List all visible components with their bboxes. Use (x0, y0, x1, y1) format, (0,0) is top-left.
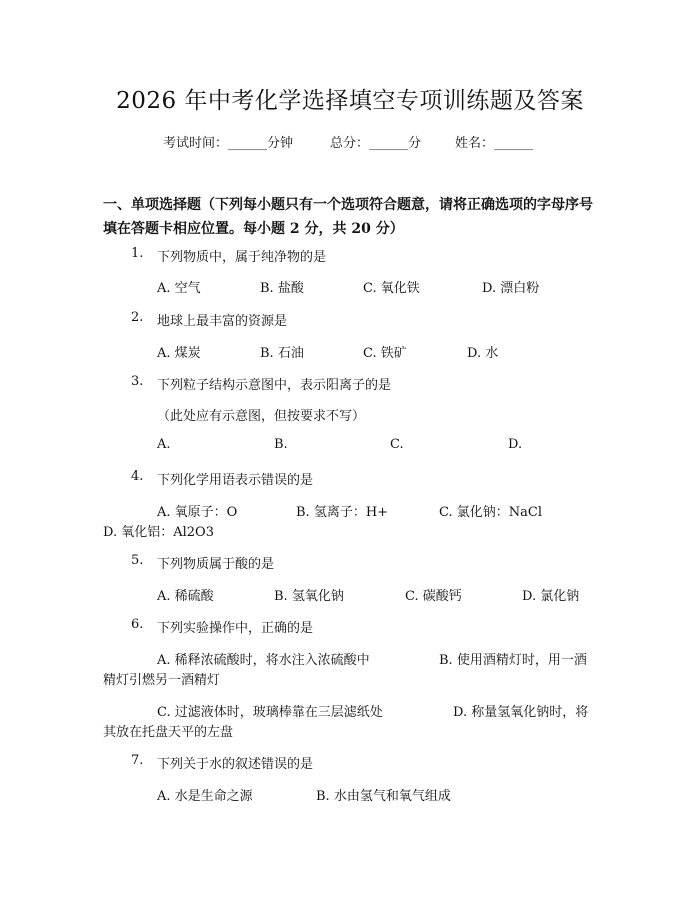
question-2-option-d: D. 水 (467, 346, 499, 361)
question-6-option-c: C. 过滤液体时，玻璃棒靠在三层滤纸处 (157, 705, 383, 720)
question-2-option-c: C. 铁矿 (363, 346, 407, 361)
question-5-option-d: D. 氯化钠 (522, 589, 580, 604)
question-4-option-d: D. 氧化铝：Al2O3 (103, 525, 214, 540)
question-6-option-b: B. 使用酒精灯时，用一酒 (439, 653, 587, 668)
question-7-option-b: B. 水由氢气和氧气组成 (316, 789, 451, 804)
question-1-text: 下列物质中，属于纯净物的是 (157, 250, 327, 265)
question-6-option-b-cont: 精灯引燃另一酒精灯 (103, 673, 221, 688)
total-score-unit: 分 (408, 136, 422, 151)
question-6-text: 下列实验操作中，正确的是 (157, 621, 314, 636)
question-2-number: 2. (131, 310, 144, 325)
question-3-option-d: D. (508, 437, 523, 452)
question-5-number: 5. (131, 553, 144, 568)
question-7-option-a: A. 水是生命之源 (157, 789, 253, 804)
question-3-note: （此处应有示意图，但按要求不写） (157, 409, 366, 424)
total-score-blank: ______ (369, 136, 409, 151)
total-score (330, 132, 421, 151)
question-5-text: 下列物质属于酸的是 (157, 557, 275, 572)
question-1-option-b: B. 盐酸 (260, 281, 304, 296)
section-heading-line1: 一、单项选择题（下列每小题只有一个选项符合题意，请将正确选项的字母序号 (103, 197, 593, 213)
question-4-option-c: C. 氯化钠：NaCl (439, 505, 542, 520)
question-6-number: 6. (131, 617, 144, 632)
question-1-option-d: D. 漂白粉 (482, 281, 540, 296)
question-7-text: 下列关于水的叙述错误的是 (157, 757, 314, 772)
question-6-option-d: D. 称量氢氧化钠时，将 (453, 705, 589, 720)
exam-time-label: 考试时间： (163, 136, 229, 151)
question-1-option-a: A. 空气 (157, 281, 201, 296)
exam-time-blank: ______ (228, 136, 268, 151)
question-7-number: 7. (131, 753, 144, 768)
question-2-option-a: A. 煤炭 (157, 346, 201, 361)
student-name (455, 132, 533, 151)
exam-time-unit: 分钟 (267, 136, 294, 151)
question-4-option-b: B. 氢离子：H+ (296, 505, 389, 520)
student-name-label: 姓名： (455, 136, 495, 151)
page-title: 2026 年中考化学选择填空专项训练题及答案 (116, 88, 584, 114)
question-6-option-a: A. 稀释浓硫酸时，将水注入浓硫酸中 (157, 653, 370, 668)
question-3-option-c: C. (390, 437, 404, 452)
question-1-option-c: C. 氧化铁 (363, 281, 420, 296)
question-6-option-d-cont: 其放在托盘天平的左盘 (103, 725, 234, 740)
question-1-number: 1. (131, 246, 144, 261)
question-3-text: 下列粒子结构示意图中，表示阳离子的是 (157, 378, 392, 393)
student-name-blank: ______ (494, 136, 534, 151)
question-2-option-b: B. 石油 (260, 346, 304, 361)
total-score-label: 总分： (330, 136, 370, 151)
question-3-option-b: B. (274, 437, 288, 452)
question-3-option-a: A. (157, 437, 171, 452)
question-5-option-a: A. 稀硫酸 (157, 589, 214, 604)
question-2-text: 地球上最丰富的资源是 (157, 314, 288, 329)
question-4-option-a: A. 氧原子：O (157, 505, 238, 520)
question-5-option-b: B. 氢氧化钠 (274, 589, 344, 604)
question-3-number: 3. (131, 374, 144, 389)
exam-time (163, 132, 293, 151)
question-4-number: 4. (131, 469, 144, 484)
question-5-option-c: C. 碳酸钙 (405, 589, 462, 604)
question-4-text: 下列化学用语表示错误的是 (157, 473, 314, 488)
section-heading-line2: 填在答题卡相应位置。每小题 2 分，共 20 分） (103, 221, 404, 237)
